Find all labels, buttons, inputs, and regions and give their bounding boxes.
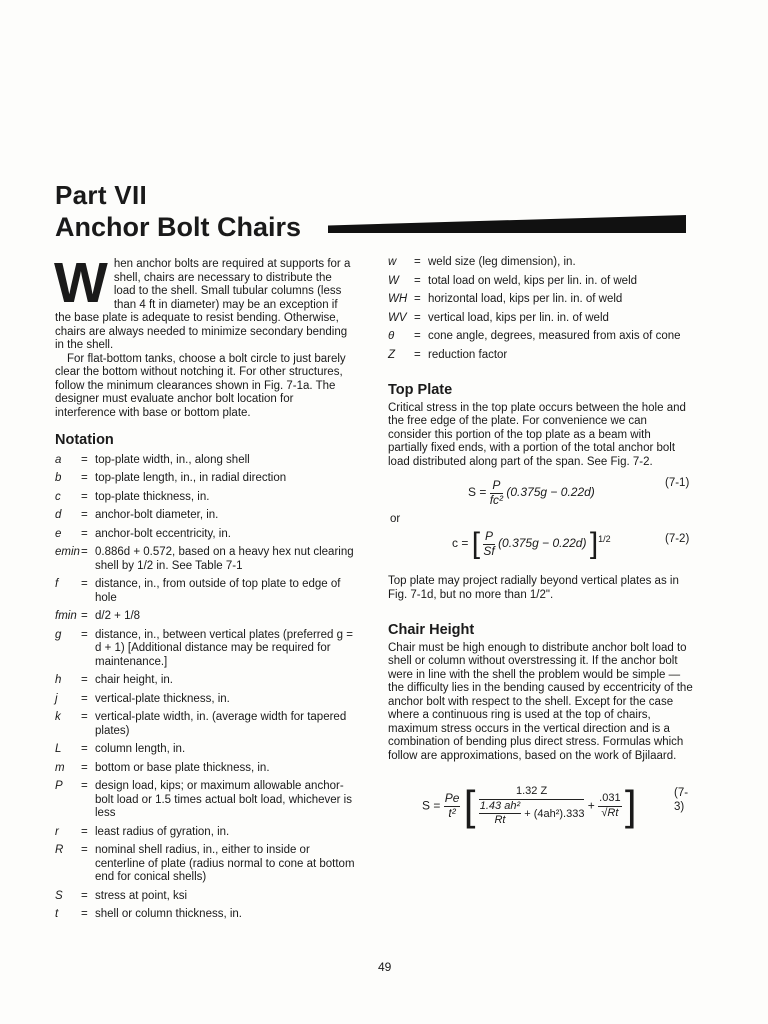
equals-sign: = <box>81 761 88 774</box>
notation-definition: vertical load, kips per lin. in. of weld <box>428 311 609 324</box>
notation-definition: stress at point, ksi <box>95 889 188 902</box>
notation-definition: top-plate width, in., along shell <box>95 453 250 466</box>
notation-item <box>55 908 355 922</box>
eq1-number: (7-1) <box>665 477 690 489</box>
part-title: Part VII <box>55 180 147 210</box>
drop-cap: W <box>54 251 108 315</box>
equals-sign: = <box>81 780 88 792</box>
notation-symbol: R <box>55 844 64 856</box>
top-plate-paragraph-2: Top plate may project radially beyond vertical plates as in Fig. 7-1d, but no more than 1/2". <box>388 575 679 601</box>
notation-item <box>55 890 355 904</box>
notation-symbol: WH <box>388 293 408 305</box>
notation-item <box>55 629 355 670</box>
notation-item <box>388 256 693 270</box>
equals-sign: = <box>81 711 88 723</box>
notation-definition: reduction factor <box>428 348 508 361</box>
eq3-inner-num: 1.32 Z <box>479 785 585 800</box>
notation-item <box>55 528 355 542</box>
notation-continued-list <box>388 256 693 362</box>
notation-symbol: e <box>55 527 62 540</box>
eq3-inner-den-b: (4ah²).333 <box>533 807 585 820</box>
notation-item <box>55 711 355 738</box>
notation-symbol: k <box>55 711 61 723</box>
notation-definition: shell or column thickness, in. <box>95 908 243 920</box>
notation-symbol: t <box>55 908 59 920</box>
notation-item <box>55 693 355 707</box>
eq3-inner-den-a: 1.43 ah² <box>479 800 521 815</box>
notation-list <box>55 454 355 922</box>
notation-item <box>388 330 693 344</box>
notation-item <box>55 546 355 573</box>
equals-sign: = <box>414 293 421 305</box>
notation-symbol: L <box>55 743 62 755</box>
page-number: 49 <box>378 960 392 974</box>
notation-symbol: W <box>388 274 399 287</box>
notation-item <box>55 762 355 776</box>
equals-sign: = <box>414 274 421 287</box>
notation-item <box>55 674 355 688</box>
top-plate-paragraph: Critical stress in the top plate occurs between the hole and the free edge of the plate. For convenience we can consider this portion of the top plate as a beam with partially fixed ends, with a portion of the total anchor bolt load distributed along part of the span. See Fig. 7-2. <box>388 401 686 468</box>
equals-sign: = <box>81 509 88 521</box>
notation-item <box>55 454 355 468</box>
top-plate-heading: Top Plate <box>388 382 453 398</box>
notation-symbol: w <box>388 256 397 268</box>
notation-definition: cone angle, degrees, measured from axis of cone <box>428 330 681 342</box>
notation-symbol: h <box>55 674 62 686</box>
eq3-inner-plus: + <box>524 807 531 820</box>
eq3-inner-den-c: Rt <box>494 814 506 826</box>
notation-definition: anchor-bolt diameter, in. <box>95 509 219 521</box>
eq3-number: (7-3) <box>674 787 689 813</box>
eq1-den: fc² <box>489 492 504 507</box>
equals-sign: = <box>81 844 88 856</box>
notation-definition: nominal shell radius, in., either to inside or centerline of plate (radius normal to cone at bottom end for conical shells) <box>95 844 355 883</box>
notation-symbol: r <box>55 825 59 838</box>
notation-item <box>55 743 355 757</box>
equals-sign: = <box>81 692 88 705</box>
notation-definition: top-plate length, in., in radial direction <box>95 472 287 484</box>
notation-item <box>55 826 355 840</box>
notation-symbol: j <box>55 692 58 705</box>
notation-symbol: d <box>55 509 62 521</box>
right-column <box>388 256 693 837</box>
notation-symbol: g <box>55 628 62 641</box>
equals-sign: = <box>81 490 88 503</box>
equals-sign: = <box>414 330 421 342</box>
equals-sign: = <box>81 628 88 641</box>
notation-item <box>388 293 693 307</box>
notation-definition: total load on weld, kips per lin. in. of weld <box>428 274 638 287</box>
notation-item <box>388 312 693 326</box>
notation-definition: d/2 + 1/8 <box>95 610 141 622</box>
or-text: or <box>390 513 401 525</box>
notation-symbol: a <box>55 453 62 466</box>
notation-item <box>55 509 355 523</box>
eq3-num: Pe <box>444 791 460 806</box>
equals-sign: = <box>81 908 88 920</box>
notation-definition: anchor-bolt eccentricity, in. <box>95 527 231 540</box>
equals-sign: = <box>81 527 88 540</box>
eq2-exp: 1/2 <box>598 534 611 545</box>
notation-definition: vertical-plate width, in. (average width for tapered plates) <box>95 711 347 737</box>
notation-item <box>55 472 355 486</box>
eq3-den: t² <box>448 805 456 820</box>
notation-definition: column length, in. <box>95 743 186 755</box>
chapter-title: Anchor Bolt Chairs <box>55 212 302 242</box>
equation-7-2: c = [ $\frac{P}{Sf}$ (0.375g − 0.22d) ]$^{1/2}$ (7-2) <box>452 527 690 560</box>
notation-item <box>55 780 355 821</box>
equals-sign: = <box>81 610 88 622</box>
equals-sign: = <box>414 348 421 361</box>
notation-symbol: S <box>55 889 63 902</box>
equals-sign: = <box>414 256 421 268</box>
notation-definition: weld size (leg dimension), in. <box>428 256 576 268</box>
eq2-rest: (0.375g − 0.22d) <box>498 536 587 551</box>
equals-sign: = <box>81 472 88 484</box>
notation-item <box>388 349 693 363</box>
equation-7-3: S = $\frac{Pe}{\text{t²}}$ [ 1.32 Z $\frac{\text{1.43 ah²}}{Rt}$ + (4ah²).333 + $\frac{.031}{√Rt}$ ] (7-3) <box>388 777 693 837</box>
eq3-lhs: S = <box>422 798 441 813</box>
notation-symbol: b <box>55 472 62 484</box>
notation-symbol: Z <box>388 348 396 361</box>
equals-sign: = <box>81 453 88 466</box>
notation-definition: vertical-plate thickness, in. <box>95 692 230 705</box>
equals-sign: = <box>81 578 88 590</box>
left-column <box>54 251 355 927</box>
eq3-term2-den: √Rt <box>601 806 619 819</box>
equals-sign: = <box>81 825 88 838</box>
title-rule <box>328 215 686 233</box>
notation-symbol: θ <box>388 330 395 342</box>
intro-paragraph-2: For flat-bottom tanks, choose a bolt circle to just barely clear the bottom without notching it. For other structures, follow the minimum clearances shown in Fig. 7-1a. The designer must evaluate anchor bolt location for interference with base or bottom plate. <box>55 352 346 419</box>
notation-symbol: WV <box>388 311 407 324</box>
equals-sign: = <box>414 311 421 324</box>
eq1-num: P <box>490 479 503 494</box>
notation-definition: distance, in., between vertical plates (preferred g = d + 1) [Additional distance may be required for maintenance.] <box>95 628 353 668</box>
eq2-num: P <box>485 529 494 543</box>
notation-item <box>55 491 355 505</box>
chair-height-paragraph: Chair must be high enough to distribute anchor bolt load to shell or column without overstressing it. If the anchor bolt were in line with the shell the problem would be simple — the difficulty lies in the bending caused by eccentricity of the anchor bolt with respect to the shell. Except for the case where a continuous ring is used at the top of chairs, maximum stress occurs in the vertical direction and is a combination of bending plus direct stress. Formulas which follow are approximations, based on the work of Bjilaard. <box>388 641 693 762</box>
notation-symbol: f <box>55 578 59 590</box>
eq1-lhs: S = <box>468 485 487 500</box>
notation-symbol: m <box>55 761 65 774</box>
notation-symbol: emin <box>55 546 80 558</box>
notation-item <box>55 844 355 885</box>
equals-sign: = <box>81 889 88 902</box>
equals-sign: = <box>81 674 88 686</box>
equals-sign: = <box>81 546 88 558</box>
eq3-plus: + <box>587 798 595 813</box>
notation-heading: Notation <box>55 432 114 448</box>
notation-item <box>55 578 355 605</box>
notation-definition: horizontal load, kips per lin. in. of weld <box>428 293 623 305</box>
notation-definition: bottom or base plate thickness, in. <box>95 761 270 774</box>
notation-definition: top-plate thickness, in. <box>95 490 210 503</box>
notation-item <box>388 275 693 289</box>
chair-height-heading: Chair Height <box>388 622 475 638</box>
notation-symbol: c <box>55 490 61 503</box>
notation-item <box>55 610 355 624</box>
notation-definition: least radius of gyration, in. <box>95 825 230 838</box>
notation-definition: 0.886d + 0.572, based on a heavy hex nut clearing shell by 1/2 in. See Table 7-1 <box>95 546 354 572</box>
eq2-number: (7-2) <box>665 533 690 545</box>
eq3-term2-num: .031 <box>598 792 621 807</box>
eq1-rest: (0.375g − 0.22d) <box>506 485 595 500</box>
equals-sign: = <box>81 743 88 755</box>
eq2-den: Sf <box>483 543 495 558</box>
notation-definition: design load, kips; or maximum allowable anchor-bolt load or 1.5 times actual bolt load, whichever is less <box>95 780 352 819</box>
notation-symbol: fmin <box>55 610 77 622</box>
equation-7-1 <box>388 473 693 513</box>
notation-symbol: P <box>55 780 63 792</box>
notation-definition: chair height, in. <box>95 674 173 686</box>
notation-definition: distance, in., from outside of top plate to edge of hole <box>95 578 341 604</box>
intro-text-1: hen anchor bolts are required at supports for a shell, chairs are necessary to distribute the load to the shell. Small tubular columns (less than 4 ft in diameter) may be an exception if the base plate is adequate to resist bending. Otherwise, chairs are always needed to minimize secondary bending in the shell. <box>55 258 351 351</box>
intro-paragraph-1 <box>54 251 355 353</box>
eq2-lhs: c = <box>452 536 469 551</box>
